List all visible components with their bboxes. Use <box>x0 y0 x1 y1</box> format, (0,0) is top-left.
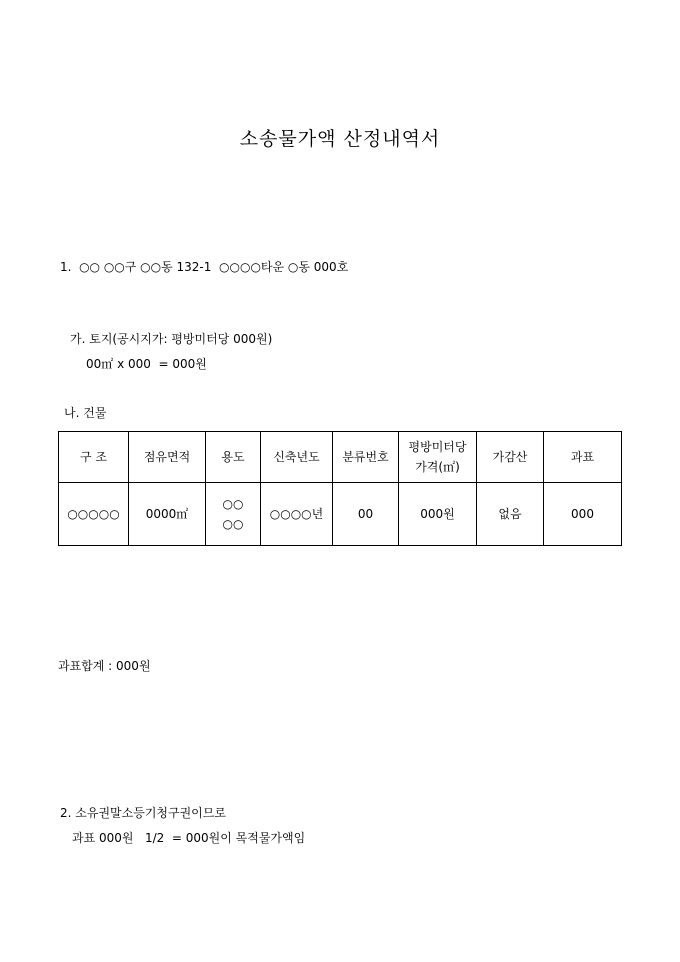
header-tax-base: 과표 <box>544 432 622 483</box>
header-structure: 구 조 <box>59 432 129 483</box>
cell-use-line2: ○○ <box>222 517 244 531</box>
building-heading: 나. 건물 <box>64 406 107 420</box>
claim-heading: 2. 소유권말소등기청구권이므로 <box>60 806 226 820</box>
header-unit-price <box>399 432 477 483</box>
document-title: 소송물가액 산정내역서 <box>239 128 441 150</box>
header-year: 신축년도 <box>261 432 333 483</box>
claim-calculation: 과표 000원 1/2 = 000원이 목적물가액임 <box>72 831 306 845</box>
cell-price: 000원 <box>399 483 477 546</box>
cell-use <box>206 483 261 546</box>
cell-use-line1: ○○ <box>222 497 244 511</box>
header-unit-price-line2: 가격(㎡) <box>415 460 460 474</box>
cell-structure: ○○○○○ <box>59 483 129 546</box>
header-class-no: 분류번호 <box>333 432 399 483</box>
cell-year: ○○○○년 <box>261 483 333 546</box>
table-row <box>59 483 622 546</box>
header-area: 점유면적 <box>129 432 206 483</box>
header-adjust: 가감산 <box>477 432 544 483</box>
land-calculation: 00㎡ x 000 = 000원 <box>86 357 207 371</box>
cell-class-no: 00 <box>333 483 399 546</box>
property-address: 1. ○○ ○○구 ○○동 132-1 ○○○○타운 ○동 000호 <box>60 260 349 274</box>
cell-tax-base: 000 <box>544 483 622 546</box>
header-use: 용도 <box>206 432 261 483</box>
tax-base-total: 과표합계 : 000원 <box>58 659 151 673</box>
table-header-row <box>59 432 622 483</box>
building-table <box>58 431 622 546</box>
cell-adjust: 없음 <box>477 483 544 546</box>
land-heading: 가. 토지(공시지가: 평방미터당 000원) <box>70 332 273 346</box>
header-unit-price-line1: 평방미터당 <box>408 440 467 454</box>
cell-area: 0000㎡ <box>129 483 206 546</box>
